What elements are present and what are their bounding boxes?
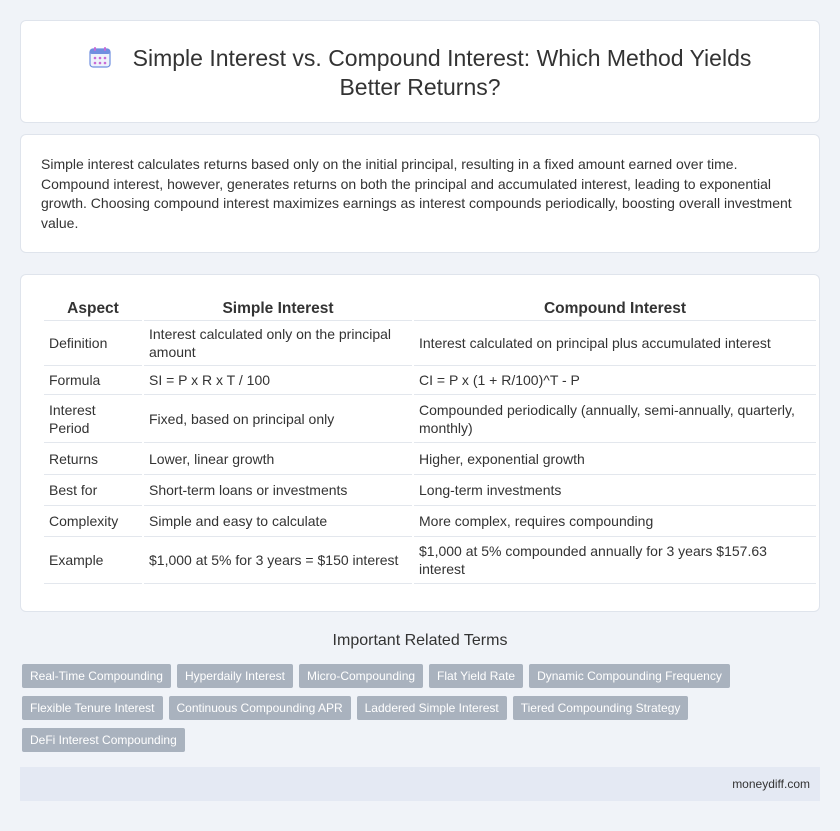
row-simple: Lower, linear growth <box>144 443 412 475</box>
title-line-2: Better Returns? <box>339 74 501 100</box>
title-line-1: Simple Interest vs. Compound Interest: Which Method Yields <box>132 45 752 71</box>
comparison-card <box>20 274 820 612</box>
row-aspect: Definition <box>44 321 142 366</box>
header-compound-interest: Compound Interest <box>414 294 816 321</box>
table-row <box>44 321 816 366</box>
row-compound: $1,000 at 5% compounded annually for 3 years $157.63 interest <box>414 537 816 584</box>
row-aspect: Complexity <box>44 506 142 537</box>
row-simple: SI = P x R x T / 100 <box>144 366 412 395</box>
row-aspect: Example <box>44 537 142 584</box>
related-term-tag[interactable]: DeFi Interest Compounding <box>22 728 185 752</box>
row-aspect: Interest Period <box>44 395 142 443</box>
site-name[interactable]: moneydiff.com <box>732 777 810 791</box>
row-compound: Higher, exponential growth <box>414 443 816 475</box>
related-terms-list <box>22 664 822 760</box>
intro-paragraph: Simple interest calculates returns based only on the initial principal, resulting in a fixed amount earned over time. Compound interest, however, generates returns on both the principal and accumulated interest, leading to exponential growth. Choosing compound interest maximizes earnings as interest compounds periodically, boosting overall investment value. <box>41 156 792 231</box>
row-aspect: Formula <box>44 366 142 395</box>
related-term-tag[interactable]: Micro-Compounding <box>299 664 423 688</box>
row-compound: More complex, requires compounding <box>414 506 816 537</box>
row-compound: Compounded periodically (annually, semi-annually, quarterly, monthly) <box>414 395 816 443</box>
header-aspect: Aspect <box>44 294 142 321</box>
table-header-row <box>44 294 816 321</box>
row-compound: Long-term investments <box>414 475 816 506</box>
related-term-tag[interactable]: Flexible Tenure Interest <box>22 696 163 720</box>
row-aspect: Best for <box>44 475 142 506</box>
comparison-table <box>42 294 818 584</box>
related-term-tag[interactable]: Tiered Compounding Strategy <box>513 696 689 720</box>
title-card <box>20 20 820 123</box>
row-compound: Interest calculated on principal plus accumulated interest <box>414 321 816 366</box>
row-compound: CI = P x (1 + R/100)^T - P <box>414 366 816 395</box>
row-simple: Simple and easy to calculate <box>144 506 412 537</box>
page-title <box>21 44 819 102</box>
footer-bar <box>20 767 820 801</box>
related-term-tag[interactable]: Continuous Compounding APR <box>169 696 351 720</box>
table-row <box>44 537 816 584</box>
table-row <box>44 395 816 443</box>
calendar-icon <box>89 46 111 68</box>
related-term-tag[interactable]: Flat Yield Rate <box>429 664 523 688</box>
table-row <box>44 506 816 537</box>
table-row <box>44 443 816 475</box>
related-terms-heading: Important Related Terms <box>332 632 508 649</box>
row-simple: Short-term loans or investments <box>144 475 412 506</box>
table-row <box>44 366 816 395</box>
row-simple: Interest calculated only on the principal amount <box>144 321 412 366</box>
row-simple: Fixed, based on principal only <box>144 395 412 443</box>
related-term-tag[interactable]: Real-Time Compounding <box>22 664 171 688</box>
related-term-tag[interactable]: Laddered Simple Interest <box>357 696 507 720</box>
header-simple-interest: Simple Interest <box>144 294 412 321</box>
related-term-tag[interactable]: Hyperdaily Interest <box>177 664 293 688</box>
row-aspect: Returns <box>44 443 142 475</box>
intro-card <box>20 134 820 253</box>
table-row <box>44 475 816 506</box>
related-term-tag[interactable]: Dynamic Compounding Frequency <box>529 664 730 688</box>
row-simple: $1,000 at 5% for 3 years = $150 interest <box>144 537 412 584</box>
